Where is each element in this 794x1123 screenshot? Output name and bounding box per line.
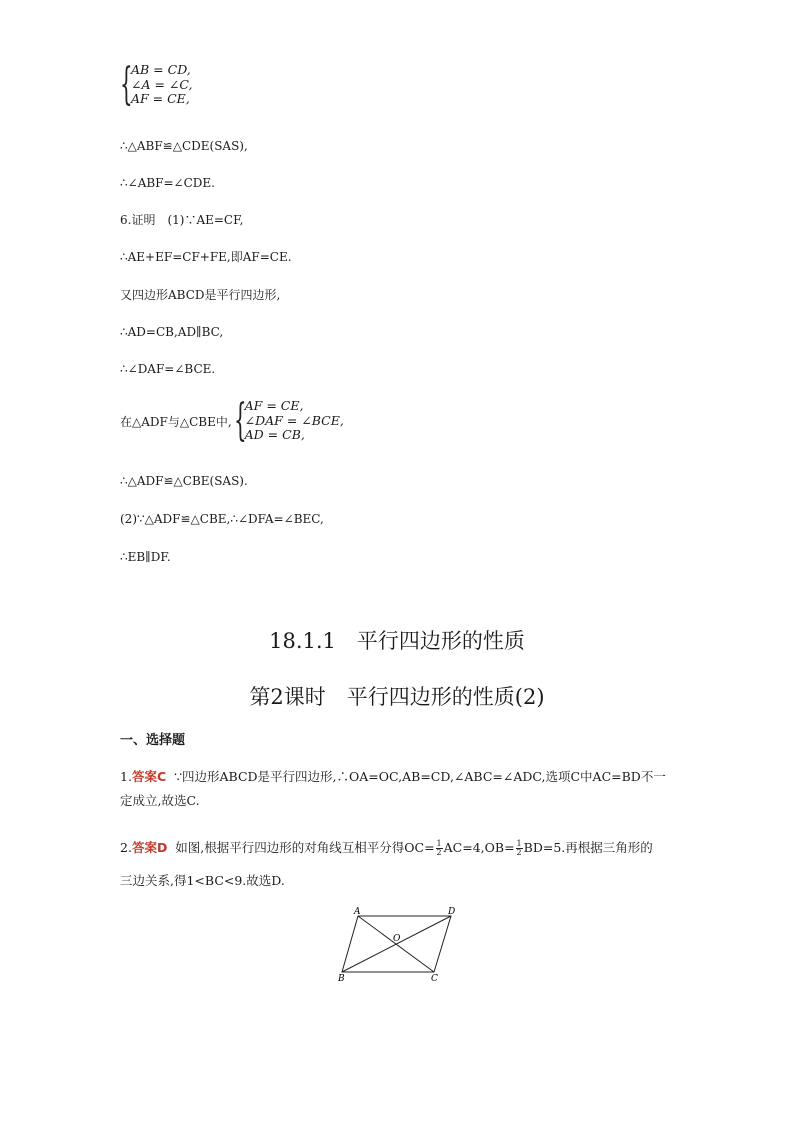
proof-line: ∴△ABF≌△CDE(SAS), — [120, 139, 248, 153]
answer-text: AC=4,OB= — [443, 840, 515, 855]
system-prefix: 在△ADF与△CBE中, — [120, 414, 232, 429]
answer-label: 答案C — [131, 769, 167, 784]
proof-line: ∴AE+EF=CF+FE,即AF=CE. — [120, 250, 292, 264]
vertex-label-a: A — [354, 907, 361, 917]
fraction: $\frac{1}{2}$ — [516, 839, 522, 857]
system-row: ∠A = ∠C, — [131, 76, 193, 92]
left-brace: { — [233, 395, 247, 446]
system-row: ∠DAF = ∠BCE, — [244, 412, 344, 428]
left-brace: { — [120, 59, 133, 110]
diagonal-bd — [342, 916, 451, 972]
system-row: AF = CE, — [244, 398, 304, 414]
system-row: AF = CE, — [131, 91, 190, 107]
chapter-title: 18.1.1 平行四边形的性质 — [269, 629, 525, 653]
answer-text: 如图,根据平行四边形的对角线互相平分得OC= — [175, 840, 435, 855]
question-number: 2. — [120, 840, 132, 855]
system-row: AD = CB, — [244, 427, 305, 443]
center-label-o: O — [393, 934, 401, 944]
lesson-title: 第2课时 平行四边形的性质(2) — [249, 685, 545, 709]
answer-label: 答案D — [131, 840, 168, 855]
vertex-label-b: B — [338, 974, 345, 984]
vertex-label-c: C — [431, 974, 438, 984]
section-heading: 一、选择题 — [120, 733, 186, 748]
proof-line: 又四边形ABCD是平行四边形, — [120, 288, 281, 302]
proof-line: ∴∠DAF=∠BCE. — [120, 362, 216, 376]
vertex-label-d: D — [448, 907, 456, 917]
equation-system-2 — [120, 395, 344, 446]
proof-line: ∴△ADF≌△CBE(SAS). — [120, 474, 248, 488]
answer-1-line-1 — [120, 769, 666, 785]
answer-2-line-1 — [120, 840, 653, 857]
system-row: AB = CD, — [131, 62, 191, 78]
question-number: 1. — [120, 769, 132, 784]
answer-text: ∵四边形ABCD是平行四边形,∴OA=OC,AB=CD,∠ABC=∠ADC,选项C中AC=BD不一 — [174, 769, 666, 784]
proof-line: (2)∵△ADF≌△CBE,∴∠DFA=∠BEC, — [120, 512, 324, 526]
proof-line: ∴AD=CB,AD∥BC, — [120, 325, 224, 339]
proof-line: 6.证明 (1)∵AE=CF, — [120, 213, 244, 227]
parallelogram-figure — [330, 905, 470, 987]
answer-2-line-2: 三边关系,得1<BC<9.故选D. — [120, 873, 285, 888]
proof-line: ∴∠ABF=∠CDE. — [120, 176, 215, 190]
proof-line: ∴EB∥DF. — [120, 550, 171, 564]
fraction: $\frac{1}{2}$ — [436, 839, 442, 857]
answer-text: BD=5.再根据三角形的 — [523, 840, 653, 855]
answer-1-line-2: 定成立,故选C. — [120, 793, 200, 808]
equation-system-1 — [120, 59, 193, 110]
